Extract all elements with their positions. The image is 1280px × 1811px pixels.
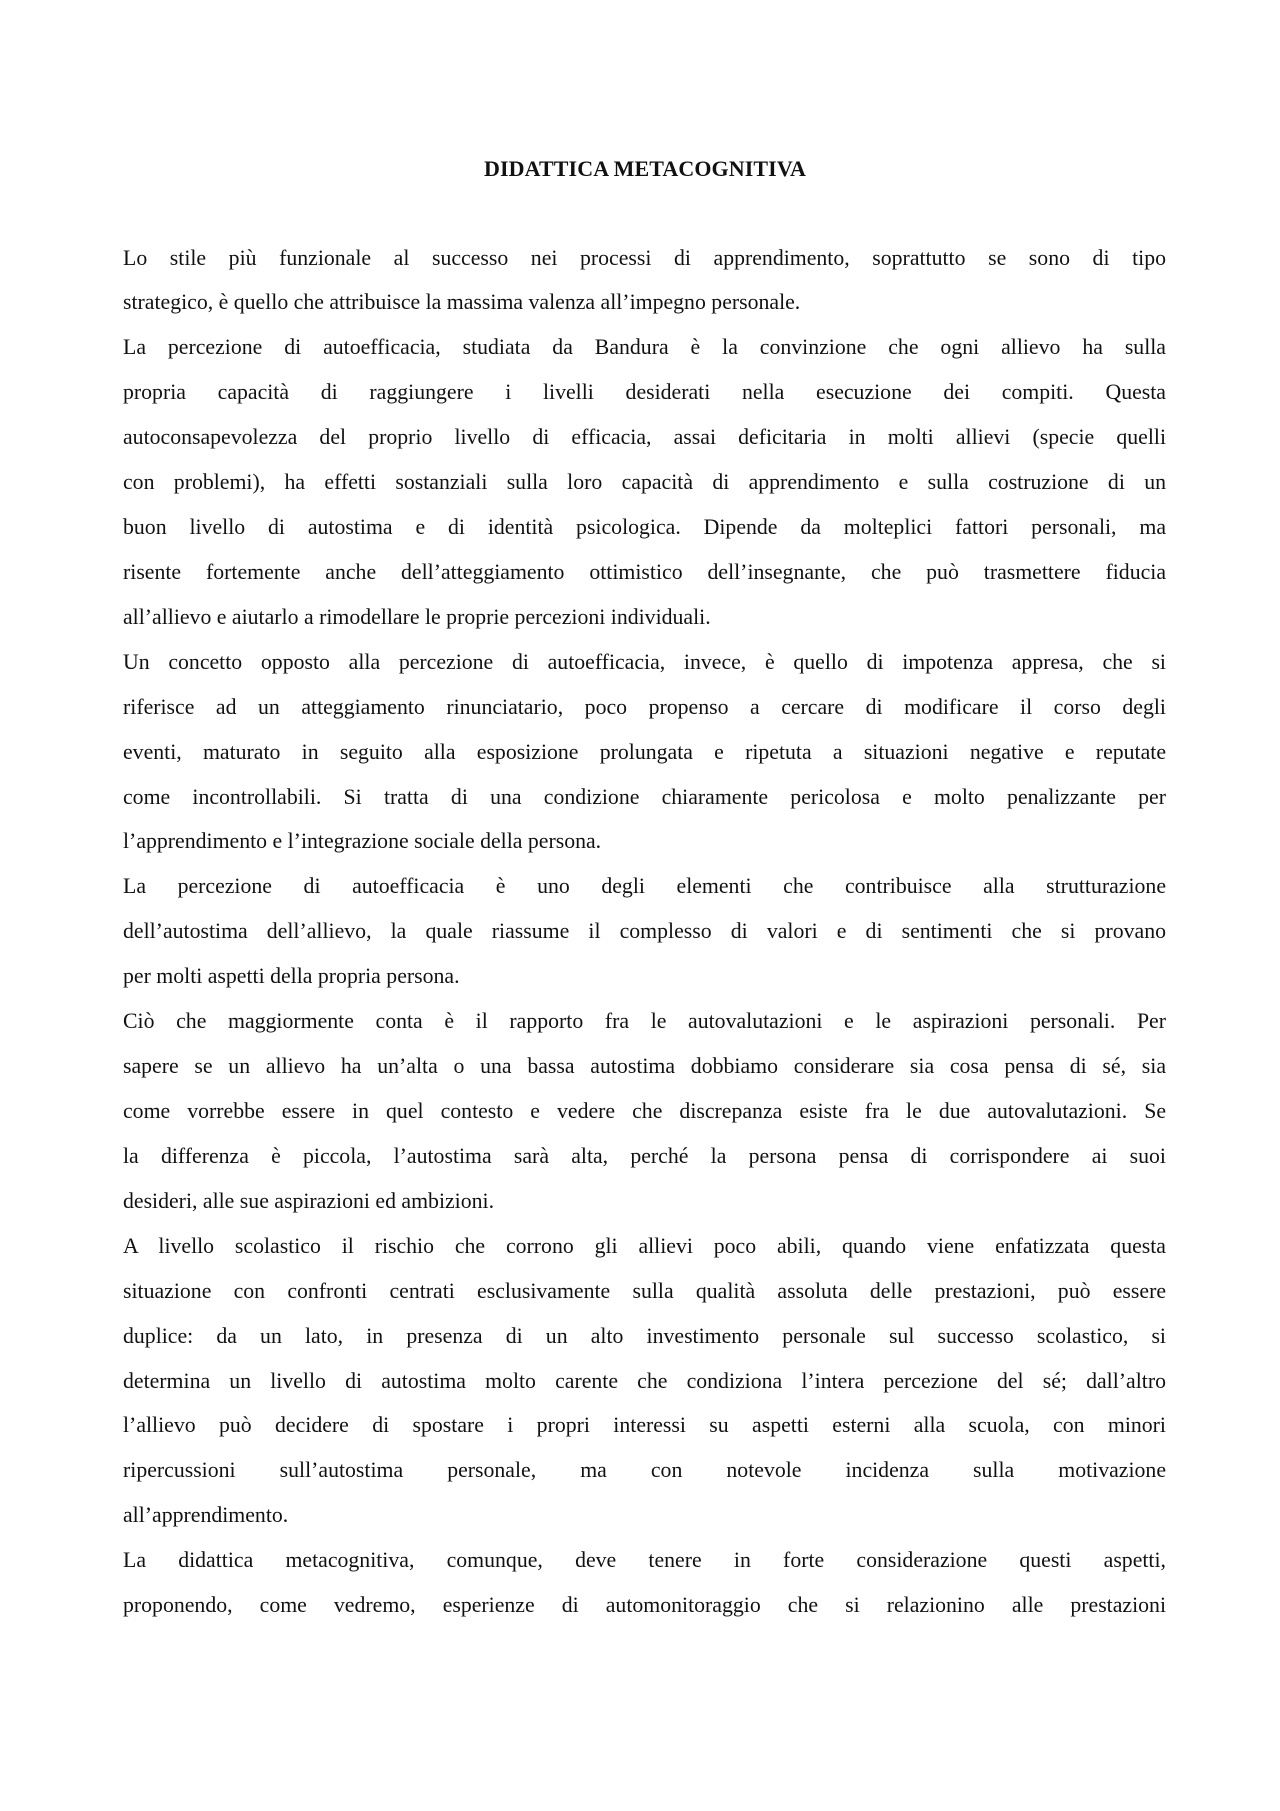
text-line: sapere se un allievo ha un’alta o una bassa autostima dobbiamo considerare sia cosa pensa di sé, sia xyxy=(123,1054,1166,1079)
document-body xyxy=(123,236,1166,1629)
paragraph xyxy=(123,325,1166,639)
text-line: risente fortemente anche dell’atteggiamento ottimistico dell’insegnante, che può trasmettere fiducia xyxy=(123,559,1166,584)
text-line: l’allievo può decidere di spostare i propri interessi su aspetti esterni alla scuola, con minori xyxy=(123,1413,1166,1438)
text-line: all’apprendimento. xyxy=(123,1503,289,1528)
text-line: riferisce ad un atteggiamento rinunciatario, poco propenso a cercare di modificare il corso degli xyxy=(123,694,1166,719)
text-line: strategico, è quello che attribuisce la massima valenza all’impegno personale. xyxy=(123,290,801,315)
text-line: A livello scolastico il rischio che corrono gli allievi poco abili, quando viene enfatizzata questa xyxy=(123,1233,1166,1258)
text-line: l’apprendimento e l’integrazione sociale della persona. xyxy=(123,829,602,854)
paragraph xyxy=(123,236,1166,326)
text-line: Ciò che maggiormente conta è il rapporto fra le autovalutazioni e le aspirazioni personali. Per xyxy=(123,1009,1166,1034)
text-line: con problemi), ha effetti sostanziali sulla loro capacità di apprendimento e sulla costruzione di un xyxy=(123,470,1166,495)
text-line: La percezione di autoefficacia, studiata da Bandura è la convinzione che ogni allievo ha sulla xyxy=(123,335,1166,360)
text-line: come vorrebbe essere in quel contesto e vedere che discrepanza esiste fra le due autovalutazioni. Se xyxy=(123,1099,1166,1124)
text-line: buon livello di autostima e di identità psicologica. Dipende da molteplici fattori personali, ma xyxy=(123,515,1166,540)
text-line: La didattica metacognitiva, comunque, deve tenere in forte considerazione questi aspetti, xyxy=(123,1548,1166,1573)
text-line: eventi, maturato in seguito alla esposizione prolungata e ripetuta a situazioni negative e reputate xyxy=(123,739,1166,764)
text-line: desideri, alle sue aspirazioni ed ambizioni. xyxy=(123,1188,495,1213)
text-line: la differenza è piccola, l’autostima sarà alta, perché la persona pensa di corrispondere ai suoi xyxy=(123,1143,1166,1168)
text-line: proponendo, come vedremo, esperienze di automonitoraggio che si relazionino alle prestazioni xyxy=(123,1593,1166,1618)
paragraph xyxy=(123,864,1166,999)
paragraph xyxy=(123,1224,1166,1538)
paragraph xyxy=(123,1538,1166,1628)
text-line: dell’autostima dell’allievo, la quale riassume il complesso di valori e di sentimenti che si provano xyxy=(123,919,1166,944)
text-line: Un concetto opposto alla percezione di autoefficacia, invece, è quello di impotenza appresa, che si xyxy=(123,649,1166,674)
text-line: situazione con confronti centrati esclusivamente sulla qualità assoluta delle prestazioni, può essere xyxy=(123,1278,1166,1303)
text-line: come incontrollabili. Si tratta di una condizione chiaramente pericolosa e molto penalizzante per xyxy=(123,784,1166,809)
text-line: La percezione di autoefficacia è uno degli elementi che contribuisce alla strutturazione xyxy=(123,874,1166,899)
text-line: all’allievo e aiutarlo a rimodellare le proprie percezioni individuali. xyxy=(123,604,711,629)
paragraph xyxy=(123,999,1166,1224)
text-line: determina un livello di autostima molto carente che condiziona l’intera percezione del sé; dall’altro xyxy=(123,1368,1166,1393)
text-line: autoconsapevolezza del proprio livello di efficacia, assai deficitaria in molti allievi (specie quelli xyxy=(123,425,1166,450)
text-line: Lo stile più funzionale al successo nei processi di apprendimento, soprattutto se sono di tipo xyxy=(123,245,1166,270)
page-title: DIDATTICA METACOGNITIVA xyxy=(484,156,806,181)
text-line: ripercussioni sull’autostima personale, ma con notevole incidenza sulla motivazione xyxy=(123,1458,1166,1483)
text-line: per molti aspetti della propria persona. xyxy=(123,964,460,989)
text-line: propria capacità di raggiungere i livelli desiderati nella esecuzione dei compiti. Questa xyxy=(123,380,1166,405)
text-line: duplice: da un lato, in presenza di un alto investimento personale sul successo scolastico, si xyxy=(123,1323,1166,1348)
paragraph xyxy=(123,640,1166,865)
